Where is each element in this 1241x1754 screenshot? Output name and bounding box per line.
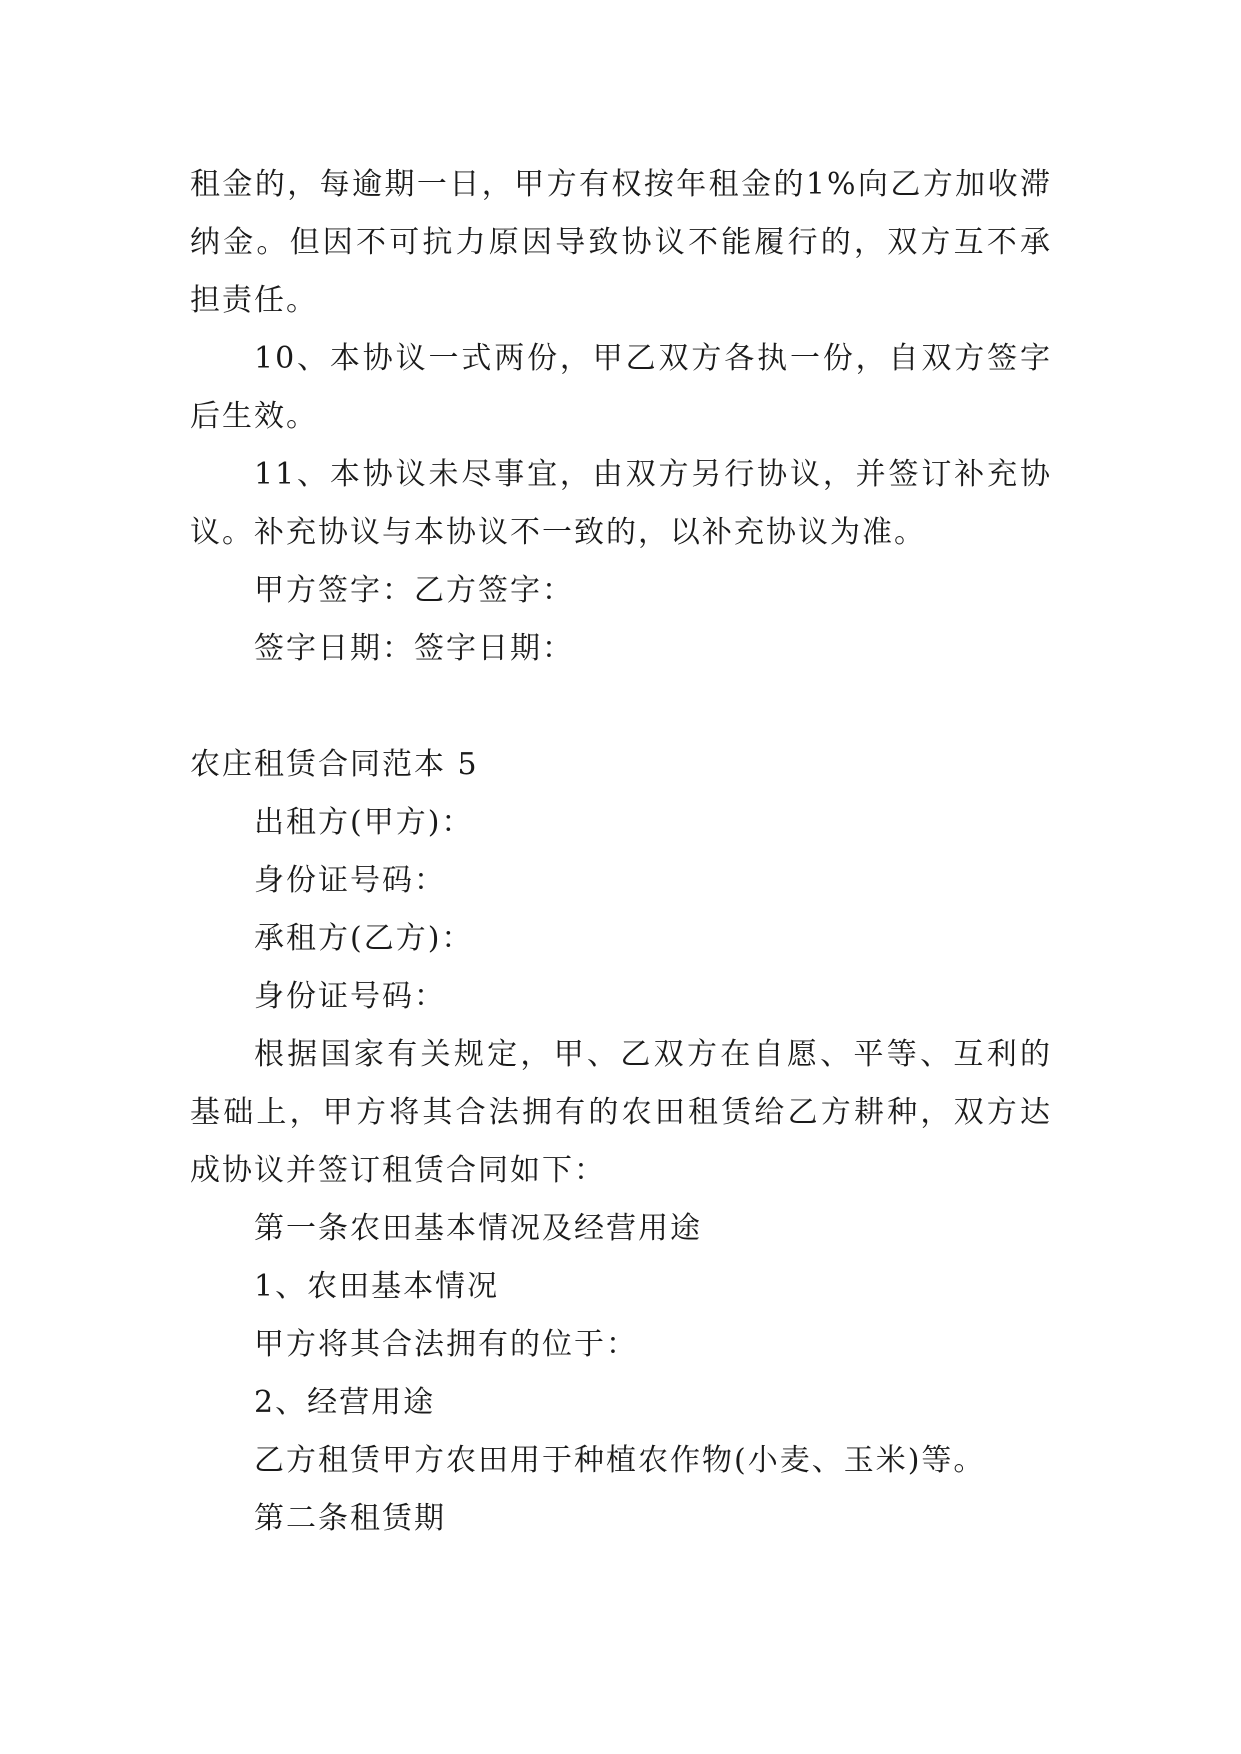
- document-body: [190, 156, 1052, 1548]
- lessor-id-line: 身份证号码：: [254, 863, 446, 898]
- section-title: 农庄租赁合同范本 5: [190, 747, 479, 782]
- land-use-line: 乙方租赁甲方农田用于种植农作物(小麦、玉米)等。: [254, 1443, 986, 1478]
- article-1-heading: 第一条农田基本情况及经营用途: [254, 1211, 702, 1246]
- item-2-heading: 2、经营用途: [254, 1385, 436, 1420]
- paragraph-preamble: 根据国家有关规定，甲、乙双方在自愿、平等、互利的基础上，甲方将其合法拥有的农田租赁给乙方耕种，双方达成协议并签订租赁合同如下：: [190, 1037, 1052, 1188]
- lessee-id-line: 身份证号码：: [254, 979, 446, 1014]
- item-1-heading: 1、农田基本情况: [254, 1269, 500, 1304]
- article-2-heading: 第二条租赁期: [254, 1501, 446, 1536]
- lessor-line: 出租方(甲方)：: [254, 805, 474, 840]
- signature-date-line: 签字日期：签字日期：: [254, 631, 574, 666]
- lessee-line: 承租方(乙方)：: [254, 921, 474, 956]
- signature-line: 甲方签字：乙方签字：: [254, 573, 574, 608]
- paragraph-clause-11: 11、本协议未尽事宜，由双方另行协议，并签订补充协议。补充协议与本协议不一致的，以补充协议为准。: [190, 457, 1052, 550]
- land-location-line: 甲方将其合法拥有的位于：: [254, 1327, 638, 1362]
- paragraph-late-fee: 租金的，每逾期一日，甲方有权按年租金的1%向乙方加收滞纳金。但因不可抗力原因导致协议不能履行的，双方互不承担责任。: [190, 167, 1052, 318]
- paragraph-clause-10: 10、本协议一式两份，甲乙双方各执一份，自双方签字后生效。: [190, 341, 1052, 434]
